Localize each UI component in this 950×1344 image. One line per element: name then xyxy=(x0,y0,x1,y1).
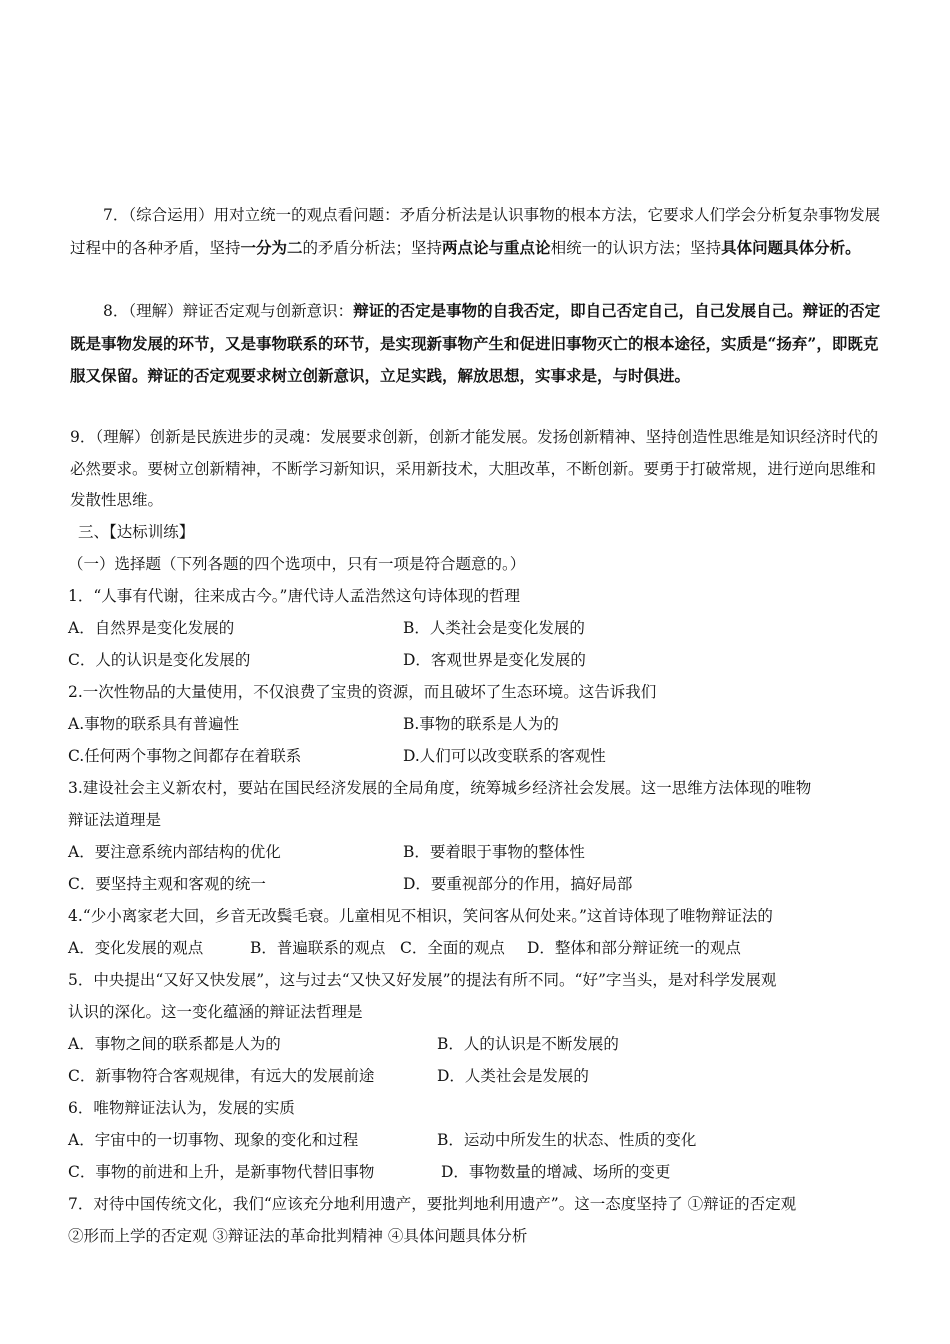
q5-option-d: D．人类社会是发展的 xyxy=(437,1067,589,1085)
q4-option-d: D．整体和部分辩证统一的观点 xyxy=(527,939,741,957)
point-8-paragraph: 8．（理解）辩证否定观与创新意识：辩证的否定是事物的自我否定，即自己否定自己，自己发展自己。辩证的否定既是事物发展的环节，又是事物联系的环节，是实现新事物产生和促进旧事物灭亡的根本途径，实质是“扬弃”，即既克服又保留。辩证的否定观要求树立创新意识，立足实践，解放思想，实事求是，与时俱进。 xyxy=(70,301,881,385)
part-heading: （一）选择题（下列各题的四个选项中，只有一项是符合题意的。） xyxy=(68,555,526,573)
q5-option-b: B．人的认识是不断发展的 xyxy=(437,1035,619,1053)
q6-option-b: B．运动中所发生的状态、性质的变化 xyxy=(437,1131,697,1149)
question-5-stem-line-2: 认识的深化。这一变化蕴涵的辩证法哲理是 xyxy=(68,1003,363,1021)
q2-option-b: B.事物的联系是人为的 xyxy=(403,715,559,733)
q4-option-b: B．普遍联系的观点 xyxy=(250,939,386,957)
q2-option-c: C.任何两个事物之间都存在着联系 xyxy=(68,747,302,765)
q1-option-c: C．人的认识是变化发展的 xyxy=(68,651,251,669)
point-7-paragraph: 7．（综合运用）用对立统一的观点看问题：矛盾分析法是认识事物的根本方法，它要求人们学会分析复杂事物发展过程中的各种矛盾，坚持一分为二的矛盾分析法；坚持两点论与重点论相统一的认识方法；坚持具体问题具体分析。 xyxy=(70,206,881,257)
q6-option-d: D．事物数量的增减、场所的变更 xyxy=(441,1163,671,1181)
q5-option-c: C．新事物符合客观规律，有远大的发展前途 xyxy=(68,1067,375,1085)
q4-option-c: C．全面的观点 xyxy=(400,939,505,957)
q2-option-a: A.事物的联系具有普遍性 xyxy=(68,715,240,733)
question-1-stem: 1．“人事有代谢，往来成古今。”唐代诗人孟浩然这句诗体现的哲理 xyxy=(68,587,520,605)
q3-option-b: B．要着眼于事物的整体性 xyxy=(403,843,585,861)
q1-option-d: D．客观世界是变化发展的 xyxy=(403,651,586,669)
q5-option-a: A．事物之间的联系都是人为的 xyxy=(68,1035,281,1053)
q4-option-a: A．变化发展的观点 xyxy=(68,939,204,957)
q3-option-c: C．要坚持主观和客观的统一 xyxy=(68,875,266,893)
question-3-stem-line-1: 3.建设社会主义新农村，要站在国民经济发展的全局角度，统筹城乡经济社会发展。这一思维方法体现的唯物 xyxy=(68,779,812,797)
question-7-stem-line-1: 7．对待中国传统文化，我们“应该充分地利用遗产，要批判地利用遗产”。这一态度坚持了 ①辩证的否定观 xyxy=(68,1195,797,1213)
question-3-stem-line-2: 辩证法道理是 xyxy=(68,811,162,829)
q6-option-a: A．宇宙中的一切事物、现象的变化和过程 xyxy=(68,1131,359,1149)
q1-option-b: B．人类社会是变化发展的 xyxy=(403,619,585,637)
section-heading: 三、【达标训练】 xyxy=(78,523,195,541)
q6-option-c: C．事物的前进和上升，是新事物代替旧事物 xyxy=(68,1163,375,1181)
question-4-stem: 4.“少小离家老大回，乡音无改鬓毛衰。儿童相见不相识，笑问客从何处来。”这首诗体现了唯物辩证法的 xyxy=(68,907,773,925)
question-5-stem-line-1: 5．中央提出“又好又快发展”，这与过去“又快又好发展”的提法有所不同。“好”字当头，是对科学发展观 xyxy=(68,971,777,989)
q3-option-d: D．要重视部分的作用，搞好局部 xyxy=(403,875,633,893)
q2-option-d: D.人们可以改变联系的客观性 xyxy=(403,747,606,765)
q3-option-a: A．要注意系统内部结构的优化 xyxy=(68,843,281,861)
question-2-stem: 2.一次性物品的大量使用，不仅浪费了宝贵的资源，而且破坏了生态环境。这告诉我们 xyxy=(68,683,657,701)
question-6-stem: 6．唯物辩证法认为，发展的实质 xyxy=(68,1099,295,1117)
question-7-stem-line-2: ②形而上学的否定观 ③辩证法的革命批判精神 ④具体问题具体分析 xyxy=(68,1227,528,1245)
point-9-paragraph: 9．（理解）创新是民族进步的灵魂：发展要求创新，创新才能发展。发扬创新精神、坚持创造性思维是知识经济时代的必然要求。要树立创新精神，不断学习新知识，采用新技术，大胆改革，不断创新。要勇于打破常规，进行逆向思维和发散性思维。 xyxy=(70,428,879,509)
q1-option-a: A．自然界是变化发展的 xyxy=(68,619,235,637)
